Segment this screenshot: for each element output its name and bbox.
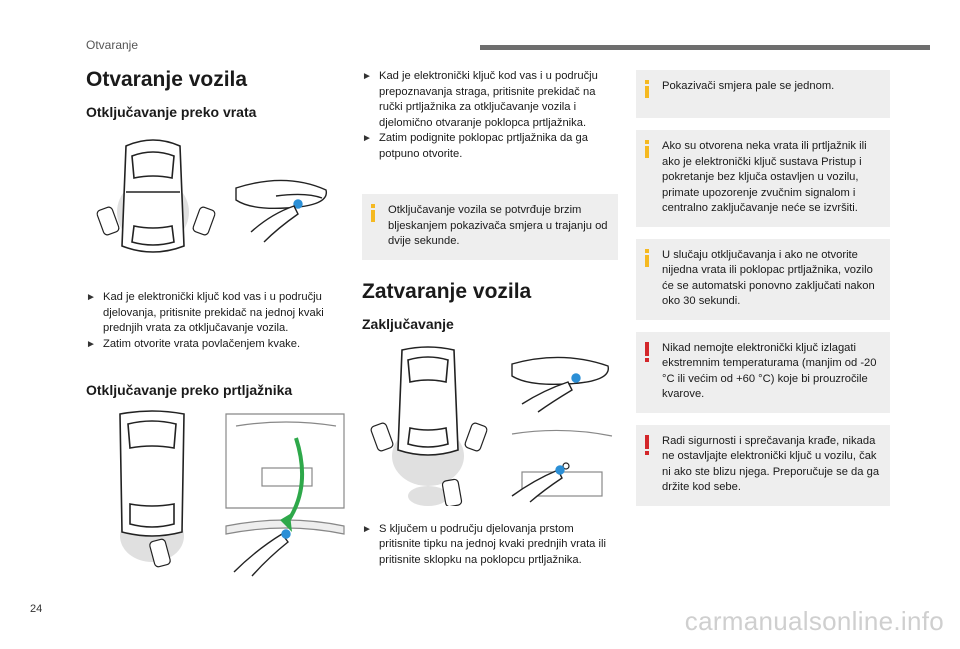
illustration-trunk-unlock bbox=[86, 408, 348, 578]
heading-trunk-unlock: Otključavanje preko prtljažnika bbox=[86, 382, 293, 398]
trunk-rear-icon bbox=[226, 414, 344, 534]
warning-box-key-theft: Radi sigurnosti i sprečavanja krađe, nikada ne ostavljajte elektronički ključ u vozilu, čak ni ako ste blizu njega. Preporučuje se da ga držite kod sebe. bbox=[636, 425, 890, 506]
door-handle-icon bbox=[512, 357, 608, 412]
info-icon bbox=[645, 80, 649, 98]
page-title: Otvaranje vozila bbox=[86, 68, 248, 91]
info-box-unlock-confirm: Otključavanje vozila se potvrđuje brzim bljeskanjem pokazivača smjera u trajanju od dvije sekunde. bbox=[362, 194, 618, 260]
door-handle-icon bbox=[236, 180, 326, 242]
list-item: ► Kad je elektronički ključ kod vas i u području prepoznavanja straga, pritisnite prekidač na ručki prtljažnika za otključavanje vozila i djelomično otvaranje poklopca prtljažnika. bbox=[362, 70, 598, 129]
hand-icon bbox=[512, 466, 564, 502]
list-item: ► Zatim otvorite vrata povlačenjem kvake. bbox=[86, 337, 348, 353]
info-box-open-door-warning: Ako su otvorena neka vrata ili prtljažnik ili ako je elektronički ključ sustava Pristup i pokretanje bez ključa ostavljen u vozilu, primate upozorenje zvučnim signalom i centralno zaključavanje neće se izvršiti. bbox=[636, 130, 890, 227]
bullet-arrow-icon: ► bbox=[86, 338, 96, 350]
illustration-door-unlock bbox=[86, 136, 348, 276]
column-middle bbox=[362, 60, 618, 568]
info-icon bbox=[645, 249, 649, 267]
bullet-arrow-icon: ► bbox=[362, 523, 372, 535]
info-icon bbox=[645, 140, 649, 158]
heading-door-unlock: Otključavanje preko vrata bbox=[86, 104, 257, 120]
warning-icon bbox=[645, 435, 649, 455]
info-icon bbox=[371, 204, 375, 222]
section-header: Otvaranje bbox=[86, 38, 139, 52]
heading-close-vehicle: Zatvaranje vozila bbox=[362, 279, 532, 303]
info-box-auto-relock: U slučaju otključavanja i ako ne otvorite nijedna vrata ili poklopac prtljažnika, vozilo će se automatski ponovno zaključati nakon oko 30 sekundi. bbox=[636, 239, 890, 320]
list-item: ► S ključem u području djelovanja prstom pritisnite tipku na jednoj kvaki prednjih vrata ili pritisnite sklopku na poklopcu prtljažnika. bbox=[362, 522, 606, 566]
page-number: 24 bbox=[30, 603, 43, 615]
illustration-lock bbox=[362, 346, 618, 506]
column-left bbox=[86, 60, 348, 578]
bullet-arrow-icon: ► bbox=[362, 71, 372, 82]
watermark: carmanualsonline.info bbox=[684, 606, 944, 636]
trunk-unlock-steps bbox=[362, 69, 618, 162]
info-box-indicators: Pokazivači smjera pale se jednom. bbox=[636, 70, 890, 118]
bullet-arrow-icon: ► bbox=[86, 292, 96, 303]
car-top-view-icon bbox=[120, 411, 184, 562]
column-right bbox=[636, 60, 890, 506]
warning-icon bbox=[645, 342, 649, 362]
list-item: ► Zatim podignite poklopac prtljažnika da ga potpuno otvorite. bbox=[362, 132, 588, 160]
list-item: ► Kad je elektronički ključ kod vas i u području djelovanja, pritisnite prekidač na jednoj kvaki prednjih vrata za otključavanje vozila. bbox=[86, 291, 324, 334]
car-top-view-icon bbox=[117, 140, 189, 252]
motion-arrow-icon bbox=[286, 438, 302, 524]
hand-icon bbox=[234, 530, 290, 576]
warning-box-temperature: Nikad nemojte elektronički ključ izlagati ekstremnim temperaturama (manjim od -20 °C ili većim od +60 °C) koje bi prouzročile kvarove. bbox=[636, 332, 890, 413]
bullet-arrow-icon: ► bbox=[362, 133, 372, 144]
header-bar bbox=[480, 45, 930, 50]
door-unlock-steps bbox=[86, 290, 348, 352]
lock-steps bbox=[362, 522, 618, 569]
heading-lock: Zaključavanje bbox=[362, 315, 454, 332]
